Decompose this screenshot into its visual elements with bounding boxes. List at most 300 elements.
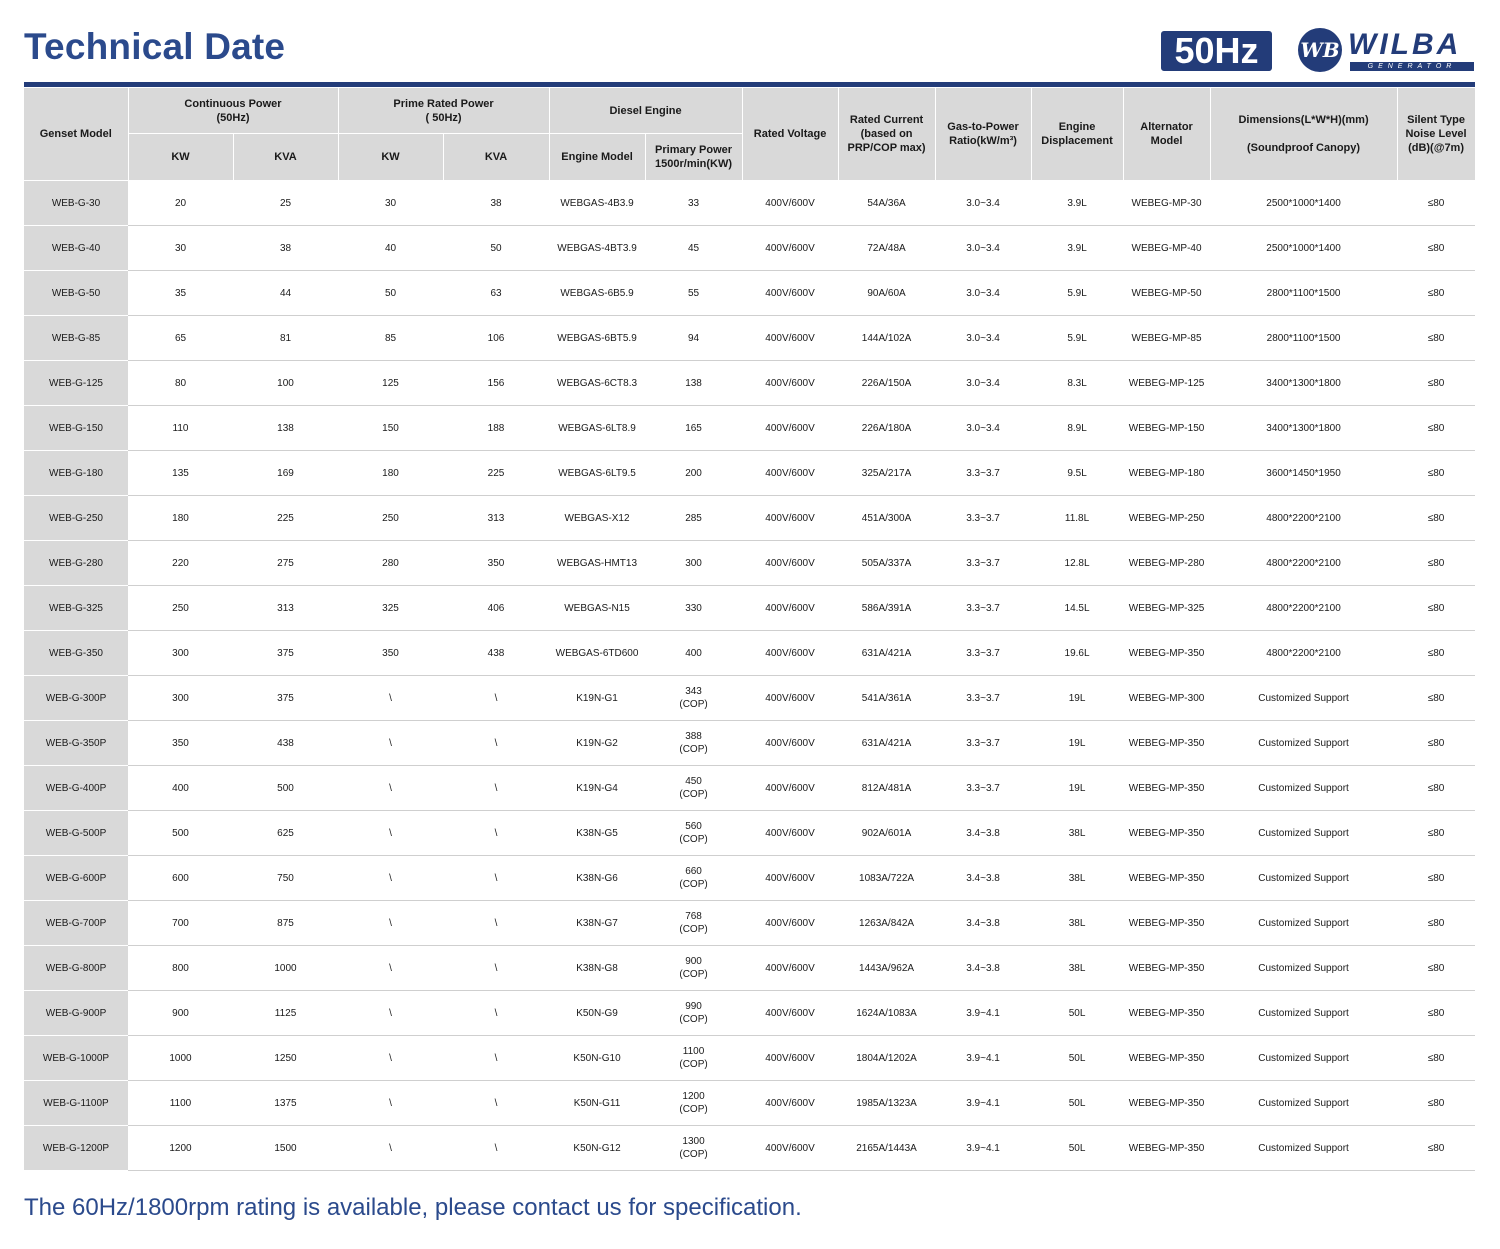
cell-prime-kw: 150 [338,406,443,451]
cell-continuous-kva: 169 [233,451,338,496]
cell-engine-model: K19N-G4 [549,766,645,811]
cell-continuous-kva: 25 [233,181,338,226]
cell-continuous-kw: 65 [128,316,233,361]
cell-engine-model: WEBGAS-6LT9.5 [549,451,645,496]
cell-rated-voltage: 400V/600V [742,1036,838,1081]
header-diesel-engine: Diesel Engine [549,88,742,134]
header-gas-to-power: Gas-to-Power Ratio(kW/m³) [935,88,1031,181]
cell-continuous-kw: 35 [128,271,233,316]
cell-prime-kva: \ [443,901,549,946]
cell-noise-level: ≤80 [1397,406,1475,451]
page-title: Technical Date [24,26,286,67]
cell-rated-current: 812A/481A [838,766,935,811]
cell-noise-level: ≤80 [1397,586,1475,631]
cell-continuous-kva: 1500 [233,1126,338,1171]
cell-noise-level: ≤80 [1397,361,1475,406]
table-row [24,1081,1475,1126]
cell-rated-current: 2165A/1443A [838,1126,935,1171]
cell-continuous-kw: 20 [128,181,233,226]
cell-continuous-kva: 875 [233,901,338,946]
cell-prime-kw: \ [338,901,443,946]
cell-gas-to-power-ratio: 3.3~3.7 [935,721,1031,766]
cell-genset-model: WEB-G-85 [24,316,128,361]
cell-gas-to-power-ratio: 3.3~3.7 [935,451,1031,496]
cell-alternator-model: WEBEG-MP-180 [1123,451,1210,496]
cell-prime-kw: 50 [338,271,443,316]
cell-genset-model: WEB-G-350P [24,721,128,766]
cell-noise-level: ≤80 [1397,856,1475,901]
cell-noise-level: ≤80 [1397,541,1475,586]
cell-prime-kva: \ [443,1081,549,1126]
table-row [24,316,1475,361]
cell-gas-to-power-ratio: 3.4~3.8 [935,946,1031,991]
cell-engine-model: K38N-G7 [549,901,645,946]
cell-gas-to-power-ratio: 3.3~3.7 [935,541,1031,586]
cell-prime-kva: \ [443,721,549,766]
header-dimensions: Dimensions(L*W*H)(mm) (Soundproof Canopy) [1210,88,1397,181]
table-row [24,676,1475,721]
cell-alternator-model: WEBEG-MP-30 [1123,181,1210,226]
table-row [24,586,1475,631]
header-continuous-kw: KW [128,134,233,181]
cell-engine-displacement: 50L [1031,1036,1123,1081]
cell-prime-kva: \ [443,991,549,1036]
cell-gas-to-power-ratio: 3.3~3.7 [935,676,1031,721]
cell-continuous-kw: 80 [128,361,233,406]
cell-dimensions: 2800*1100*1500 [1210,316,1397,361]
header-prime-rated-power: Prime Rated Power ( 50Hz) [338,88,549,134]
cell-continuous-kw: 1200 [128,1126,233,1171]
cell-alternator-model: WEBEG-MP-50 [1123,271,1210,316]
cell-prime-kva: \ [443,856,549,901]
cell-alternator-model: WEBEG-MP-350 [1123,1036,1210,1081]
cell-engine-displacement: 5.9L [1031,271,1123,316]
table-row [24,451,1475,496]
cell-rated-voltage: 400V/600V [742,226,838,271]
cell-primary-power: 33 [645,181,742,226]
cell-continuous-kva: 375 [233,676,338,721]
cell-rated-current: 631A/421A [838,631,935,676]
cell-rated-current: 1985A/1323A [838,1081,935,1126]
cell-prime-kw: 30 [338,181,443,226]
cell-prime-kva: 106 [443,316,549,361]
cell-dimensions: Customized Support [1210,901,1397,946]
header-primary-power: Primary Power 1500r/min(KW) [645,134,742,181]
cell-gas-to-power-ratio: 3.4~3.8 [935,856,1031,901]
cell-dimensions: Customized Support [1210,856,1397,901]
cell-prime-kw: 325 [338,586,443,631]
cell-alternator-model: WEBEG-MP-250 [1123,496,1210,541]
cell-gas-to-power-ratio: 3.0~3.4 [935,181,1031,226]
cell-continuous-kva: 1000 [233,946,338,991]
cell-continuous-kw: 300 [128,676,233,721]
cell-genset-model: WEB-G-150 [24,406,128,451]
cell-rated-voltage: 400V/600V [742,451,838,496]
cell-engine-model: WEBGAS-6CT8.3 [549,361,645,406]
cell-dimensions: Customized Support [1210,1036,1397,1081]
cell-continuous-kva: 38 [233,226,338,271]
cell-engine-displacement: 50L [1031,1081,1123,1126]
cell-prime-kw: \ [338,1126,443,1171]
cell-continuous-kva: 750 [233,856,338,901]
cell-alternator-model: WEBEG-MP-350 [1123,946,1210,991]
header-continuous-kva: KVA [233,134,338,181]
cell-rated-voltage: 400V/600V [742,361,838,406]
cell-prime-kw: 85 [338,316,443,361]
cell-dimensions: Customized Support [1210,1126,1397,1171]
cell-dimensions: 4800*2200*2100 [1210,631,1397,676]
cell-genset-model: WEB-G-600P [24,856,128,901]
cell-continuous-kw: 350 [128,721,233,766]
cell-engine-model: K50N-G11 [549,1081,645,1126]
cell-dimensions: 2800*1100*1500 [1210,271,1397,316]
cell-gas-to-power-ratio: 3.3~3.7 [935,586,1031,631]
cell-prime-kva: 63 [443,271,549,316]
cell-engine-model: K50N-G10 [549,1036,645,1081]
cell-engine-displacement: 8.3L [1031,361,1123,406]
cell-rated-voltage: 400V/600V [742,991,838,1036]
cell-genset-model: WEB-G-900P [24,991,128,1036]
cell-rated-current: 144A/102A [838,316,935,361]
cell-primary-power: 990 (COP) [645,991,742,1036]
cell-rated-voltage: 400V/600V [742,316,838,361]
cell-rated-voltage: 400V/600V [742,676,838,721]
cell-rated-voltage: 400V/600V [742,1126,838,1171]
cell-engine-model: WEBGAS-X12 [549,496,645,541]
cell-rated-voltage: 400V/600V [742,406,838,451]
cell-prime-kw: 125 [338,361,443,406]
cell-prime-kva: 406 [443,586,549,631]
cell-engine-displacement: 38L [1031,856,1123,901]
cell-genset-model: WEB-G-180 [24,451,128,496]
cell-prime-kw: \ [338,721,443,766]
brand-mark: WB [1298,28,1342,72]
cell-rated-current: 325A/217A [838,451,935,496]
cell-gas-to-power-ratio: 3.0~3.4 [935,226,1031,271]
cell-prime-kva: 188 [443,406,549,451]
table-row [24,766,1475,811]
cell-alternator-model: WEBEG-MP-350 [1123,766,1210,811]
cell-alternator-model: WEBEG-MP-40 [1123,226,1210,271]
cell-gas-to-power-ratio: 3.0~3.4 [935,406,1031,451]
header-rated-current: Rated Current (based on PRP/COP max) [838,88,935,181]
cell-primary-power: 94 [645,316,742,361]
cell-rated-current: 1804A/1202A [838,1036,935,1081]
cell-alternator-model: WEBEG-MP-350 [1123,631,1210,676]
header-prime-kva: KVA [443,134,549,181]
cell-alternator-model: WEBEG-MP-350 [1123,1126,1210,1171]
cell-engine-model: WEBGAS-N15 [549,586,645,631]
cell-gas-to-power-ratio: 3.9~4.1 [935,1081,1031,1126]
cell-genset-model: WEB-G-280 [24,541,128,586]
header-engine-displacement: Engine Displacement [1031,88,1123,181]
cell-continuous-kw: 300 [128,631,233,676]
header-prime-kw: KW [338,134,443,181]
cell-dimensions: 4800*2200*2100 [1210,541,1397,586]
cell-primary-power: 450 (COP) [645,766,742,811]
cell-primary-power: 1100 (COP) [645,1036,742,1081]
cell-alternator-model: WEBEG-MP-300 [1123,676,1210,721]
cell-rated-voltage: 400V/600V [742,181,838,226]
cell-genset-model: WEB-G-40 [24,226,128,271]
cell-engine-displacement: 50L [1031,1126,1123,1171]
table-row [24,406,1475,451]
cell-continuous-kw: 500 [128,811,233,856]
table-row [24,271,1475,316]
cell-rated-current: 72A/48A [838,226,935,271]
technical-spec-table [24,88,1476,1171]
cell-continuous-kva: 1250 [233,1036,338,1081]
cell-engine-model: WEBGAS-6BT5.9 [549,316,645,361]
cell-noise-level: ≤80 [1397,631,1475,676]
cell-prime-kva: \ [443,676,549,721]
table-row [24,181,1475,226]
cell-dimensions: Customized Support [1210,766,1397,811]
cell-rated-voltage: 400V/600V [742,496,838,541]
cell-prime-kw: \ [338,946,443,991]
cell-genset-model: WEB-G-1200P [24,1126,128,1171]
cell-engine-displacement: 19L [1031,721,1123,766]
cell-engine-displacement: 9.5L [1031,451,1123,496]
cell-rated-current: 631A/421A [838,721,935,766]
cell-prime-kva: 38 [443,181,549,226]
header-noise-level: Silent Type Noise Level (dB)(@7m) [1397,88,1475,181]
cell-rated-voltage: 400V/600V [742,586,838,631]
cell-primary-power: 900 (COP) [645,946,742,991]
cell-engine-model: K19N-G1 [549,676,645,721]
cell-dimensions: 2500*1000*1400 [1210,181,1397,226]
cell-continuous-kva: 100 [233,361,338,406]
cell-primary-power: 200 [645,451,742,496]
cell-dimensions: Customized Support [1210,991,1397,1036]
cell-gas-to-power-ratio: 3.3~3.7 [935,496,1031,541]
cell-noise-level: ≤80 [1397,766,1475,811]
cell-rated-voltage: 400V/600V [742,811,838,856]
cell-dimensions: 3400*1300*1800 [1210,361,1397,406]
cell-rated-voltage: 400V/600V [742,856,838,901]
cell-dimensions: Customized Support [1210,946,1397,991]
cell-dimensions: 4800*2200*2100 [1210,586,1397,631]
cell-noise-level: ≤80 [1397,991,1475,1036]
cell-dimensions: Customized Support [1210,676,1397,721]
cell-engine-displacement: 38L [1031,811,1123,856]
cell-genset-model: WEB-G-50 [24,271,128,316]
cell-continuous-kw: 30 [128,226,233,271]
cell-rated-current: 541A/361A [838,676,935,721]
cell-rated-current: 505A/337A [838,541,935,586]
cell-continuous-kw: 250 [128,586,233,631]
cell-alternator-model: WEBEG-MP-325 [1123,586,1210,631]
table-row [24,991,1475,1036]
cell-engine-displacement: 3.9L [1031,226,1123,271]
cell-noise-level: ≤80 [1397,271,1475,316]
cell-noise-level: ≤80 [1397,946,1475,991]
cell-prime-kva: \ [443,766,549,811]
cell-alternator-model: WEBEG-MP-280 [1123,541,1210,586]
cell-genset-model: WEB-G-400P [24,766,128,811]
cell-primary-power: 1300 (COP) [645,1126,742,1171]
cell-primary-power: 285 [645,496,742,541]
cell-rated-current: 1624A/1083A [838,991,935,1036]
brand-name: WILBA [1348,28,1462,61]
cell-noise-level: ≤80 [1397,316,1475,361]
cell-engine-displacement: 8.9L [1031,406,1123,451]
header-divider [24,82,1475,87]
cell-continuous-kw: 180 [128,496,233,541]
cell-engine-model: K50N-G12 [549,1126,645,1171]
cell-rated-current: 1263A/842A [838,901,935,946]
cell-rated-current: 902A/601A [838,811,935,856]
cell-engine-model: WEBGAS-6LT8.9 [549,406,645,451]
table-row [24,856,1475,901]
cell-rated-voltage: 400V/600V [742,271,838,316]
cell-primary-power: 45 [645,226,742,271]
cell-dimensions: 4800*2200*2100 [1210,496,1397,541]
cell-prime-kw: 350 [338,631,443,676]
cell-continuous-kw: 700 [128,901,233,946]
cell-rated-current: 54A/36A [838,181,935,226]
cell-prime-kw: \ [338,1036,443,1081]
table-row [24,1126,1475,1171]
cell-alternator-model: WEBEG-MP-350 [1123,721,1210,766]
cell-continuous-kw: 1100 [128,1081,233,1126]
cell-noise-level: ≤80 [1397,1036,1475,1081]
cell-dimensions: Customized Support [1210,811,1397,856]
cell-genset-model: WEB-G-30 [24,181,128,226]
cell-gas-to-power-ratio: 3.9~4.1 [935,991,1031,1036]
brand-logo [1298,28,1476,79]
cell-noise-level: ≤80 [1397,451,1475,496]
cell-continuous-kva: 44 [233,271,338,316]
cell-continuous-kva: 225 [233,496,338,541]
cell-continuous-kva: 625 [233,811,338,856]
cell-continuous-kva: 275 [233,541,338,586]
cell-rated-current: 226A/180A [838,406,935,451]
table-row [24,496,1475,541]
cell-primary-power: 330 [645,586,742,631]
cell-continuous-kva: 313 [233,586,338,631]
cell-dimensions: Customized Support [1210,721,1397,766]
cell-rated-voltage: 400V/600V [742,766,838,811]
table-row [24,721,1475,766]
table-row [24,946,1475,991]
cell-genset-model: WEB-G-800P [24,946,128,991]
table-row [24,811,1475,856]
cell-noise-level: ≤80 [1397,1081,1475,1126]
table-body [24,181,1475,1171]
cell-engine-model: K19N-G2 [549,721,645,766]
cell-rated-current: 226A/150A [838,361,935,406]
cell-engine-displacement: 50L [1031,991,1123,1036]
cell-continuous-kva: 1125 [233,991,338,1036]
cell-primary-power: 55 [645,271,742,316]
cell-engine-displacement: 19L [1031,766,1123,811]
cell-engine-displacement: 19L [1031,676,1123,721]
cell-alternator-model: WEBEG-MP-350 [1123,1081,1210,1126]
cell-continuous-kw: 220 [128,541,233,586]
cell-continuous-kw: 900 [128,991,233,1036]
cell-genset-model: WEB-G-300P [24,676,128,721]
cell-prime-kw: 280 [338,541,443,586]
cell-rated-current: 1083A/722A [838,856,935,901]
cell-genset-model: WEB-G-1100P [24,1081,128,1126]
cell-alternator-model: WEBEG-MP-350 [1123,811,1210,856]
cell-prime-kva: \ [443,946,549,991]
cell-prime-kva: 156 [443,361,549,406]
cell-prime-kw: 180 [338,451,443,496]
cell-genset-model: WEB-G-1000P [24,1036,128,1081]
cell-alternator-model: WEBEG-MP-125 [1123,361,1210,406]
cell-alternator-model: WEBEG-MP-350 [1123,991,1210,1036]
cell-alternator-model: WEBEG-MP-350 [1123,901,1210,946]
cell-engine-model: WEBGAS-4B3.9 [549,181,645,226]
cell-engine-displacement: 3.9L [1031,181,1123,226]
cell-prime-kw: \ [338,811,443,856]
cell-primary-power: 1200 (COP) [645,1081,742,1126]
cell-gas-to-power-ratio: 3.4~3.8 [935,901,1031,946]
cell-engine-displacement: 14.5L [1031,586,1123,631]
cell-prime-kw: \ [338,676,443,721]
cell-continuous-kva: 1375 [233,1081,338,1126]
cell-genset-model: WEB-G-325 [24,586,128,631]
cell-primary-power: 388 (COP) [645,721,742,766]
cell-genset-model: WEB-G-350 [24,631,128,676]
cell-continuous-kw: 400 [128,766,233,811]
cell-noise-level: ≤80 [1397,496,1475,541]
cell-primary-power: 300 [645,541,742,586]
cell-prime-kva: 225 [443,451,549,496]
header-continuous-power: Continuous Power (50Hz) [128,88,338,134]
cell-engine-model: WEBGAS-HMT13 [549,541,645,586]
cell-prime-kva: 50 [443,226,549,271]
cell-rated-voltage: 400V/600V [742,946,838,991]
cell-engine-model: WEBGAS-6B5.9 [549,271,645,316]
cell-prime-kw: \ [338,856,443,901]
cell-alternator-model: WEBEG-MP-350 [1123,856,1210,901]
cell-engine-displacement: 12.8L [1031,541,1123,586]
cell-engine-displacement: 38L [1031,946,1123,991]
cell-prime-kva: \ [443,1126,549,1171]
cell-genset-model: WEB-G-700P [24,901,128,946]
cell-gas-to-power-ratio: 3.0~3.4 [935,316,1031,361]
frequency-badge: 50Hz [1161,31,1272,71]
cell-gas-to-power-ratio: 3.3~3.7 [935,631,1031,676]
cell-prime-kw: 250 [338,496,443,541]
cell-continuous-kw: 800 [128,946,233,991]
cell-continuous-kva: 375 [233,631,338,676]
header-engine-model: Engine Model [549,134,645,181]
cell-noise-level: ≤80 [1397,181,1475,226]
cell-dimensions: Customized Support [1210,1081,1397,1126]
cell-gas-to-power-ratio: 3.9~4.1 [935,1036,1031,1081]
cell-prime-kw: 40 [338,226,443,271]
cell-continuous-kva: 438 [233,721,338,766]
cell-noise-level: ≤80 [1397,676,1475,721]
cell-engine-displacement: 38L [1031,901,1123,946]
cell-dimensions: 2500*1000*1400 [1210,226,1397,271]
cell-engine-model: WEBGAS-4BT3.9 [549,226,645,271]
cell-continuous-kva: 138 [233,406,338,451]
cell-primary-power: 660 (COP) [645,856,742,901]
cell-prime-kva: \ [443,1036,549,1081]
cell-engine-displacement: 11.8L [1031,496,1123,541]
table-row [24,1036,1475,1081]
cell-rated-current: 451A/300A [838,496,935,541]
cell-gas-to-power-ratio: 3.0~3.4 [935,271,1031,316]
cell-continuous-kva: 500 [233,766,338,811]
cell-gas-to-power-ratio: 3.0~3.4 [935,361,1031,406]
table-row [24,226,1475,271]
